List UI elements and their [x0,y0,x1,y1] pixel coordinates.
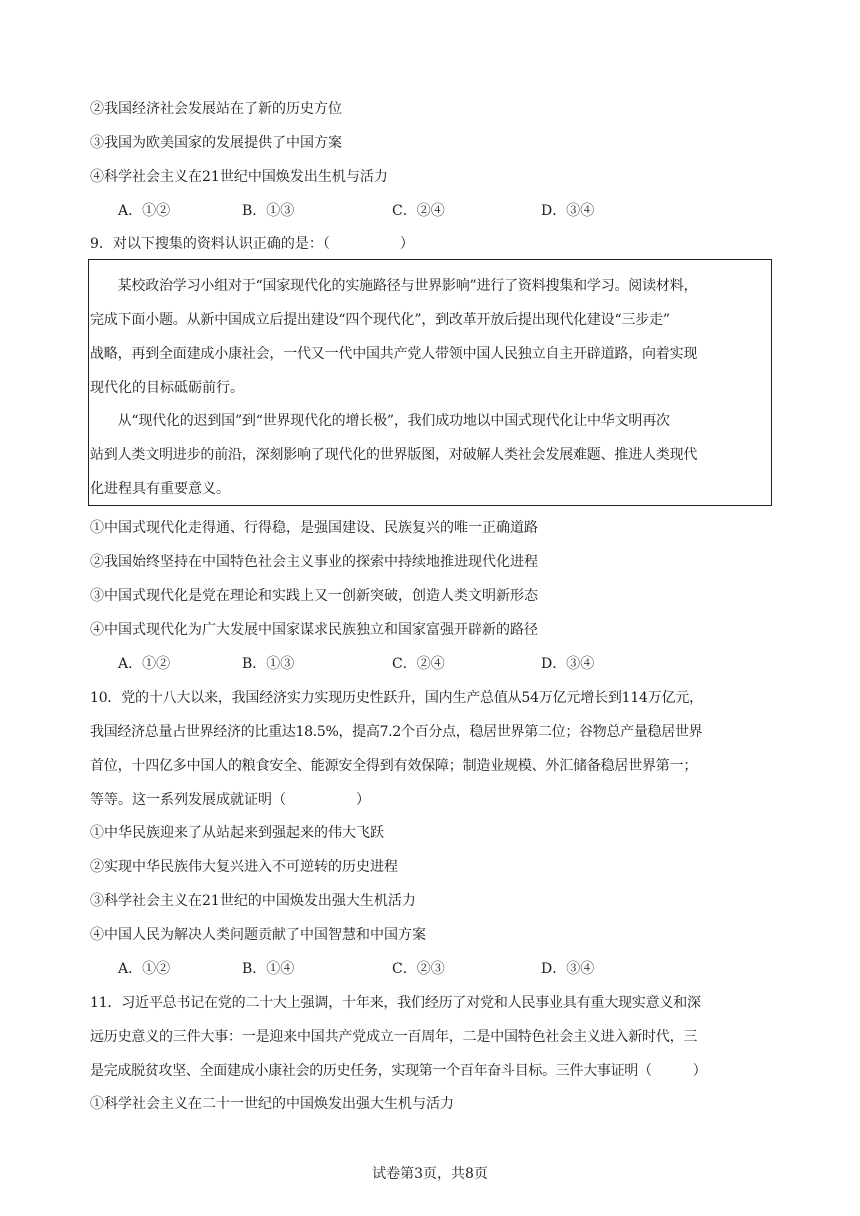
material-line: 站到人类文明进步的前沿，深刻影响了现代化的世界版图，对破解人类社会发展难题、推进人类现代 [90,447,698,463]
option-d: D．③④ [541,203,595,219]
q11-stem-line: 是完成脱贫攻坚、全面建成小康社会的历史任务，实现第一个百年奋斗目标。三件大事证明（ ） [90,1063,707,1079]
option-b: B．①④ [242,961,295,977]
page-footer: 试卷第3页，共8页 [372,1166,488,1182]
option-a: A．①② [118,656,171,672]
q10-item-1: ①中华民族迎来了从站起来到强起来的伟大飞跃 [90,825,384,841]
q10-item-2: ②实现中华民族伟大复兴进入不可逆转的历史进程 [90,859,398,875]
q9-item-3: ③中国式现代化是党在理论和实践上又一创新突破，创造人类文明新形态 [90,588,538,604]
option-d: D．③④ [541,656,595,672]
q8-item-4: ④科学社会主义在21世纪中国焕发出生机与活力 [90,169,388,185]
q10-stem-line: 10．党的十八大以来，我国经济实力实现历史性跃升，国内生产总值从54万亿元增长到114万亿元， [90,690,703,706]
q9-item-1: ①中国式现代化走得通、行得稳，是强国建设、民族复兴的唯一正确道路 [90,520,538,536]
q10-stem-line: 等等。这一系列发展成就证明（ ） [90,792,370,808]
material-line: 从“现代化的迟到国”到“世界现代化的增长极”，我们成功地以中国式现代化让中华文明再次 [90,413,670,429]
option-c: C．②④ [392,656,445,672]
q8-item-2: ②我国经济社会发展站在了新的历史方位 [90,101,342,117]
material-line: 战略，再到全面建成小康社会，一代又一代中国共产党人带领中国人民独立自主开辟道路，向着实现 [90,346,698,362]
q11-stem-line: 远历史意义的三件大事：一是迎来中国共产党成立一百周年，二是中国特色社会主义进入新时代，三 [90,1029,698,1045]
option-c: C．②③ [392,961,445,977]
q9-item-2: ②我国始终坚持在中国特色社会主义事业的探索中持续地推进现代化进程 [90,554,538,570]
q9-item-4: ④中国式现代化为广大发展中国家谋求民族独立和国家富强开辟新的路径 [90,622,538,638]
material-line: 现代化的目标砥砺前行。 [90,380,244,396]
q11-stem-line: 11．习近平总书记在党的二十大上强调，十年来，我们经历了对党和人民事业具有重大现实意义和深 [90,995,701,1011]
option-a: A．①② [118,203,171,219]
q11-item-1: ①科学社会主义在二十一世纪的中国焕发出强大生机与活力 [90,1096,454,1112]
option-b: B．①③ [242,203,295,219]
q10-stem-line: 首位，十四亿多中国人的粮食安全、能源安全得到有效保障；制造业规模、外汇储备稳居世界第一； [90,758,698,774]
q10-item-4: ④中国人民为解决人类问题贡献了中国智慧和中国方案 [90,927,426,943]
option-c: C．②④ [392,203,445,219]
q10-item-3: ③科学社会主义在21世纪的中国焕发出强大生机活力 [90,893,416,909]
q10-stem-line: 我国经济总量占世界经济的比重达18.5%，提高7.2个百分点，稳居世界第二位；谷物总产量稳居世界 [90,724,703,740]
option-b: B．①③ [242,656,295,672]
material-line: 完成下面小题。从新中国成立后提出建设“四个现代化”，到改革开放后提出现代化建设“三步走” [90,312,670,328]
q9-stem: 9．对以下搜集的资料认识正确的是：（ ） [90,236,414,252]
material-line: 化进程具有重要意义。 [90,481,230,497]
option-a: A．①② [118,961,171,977]
material-line: 某校政治学习小组对于“国家现代化的实施路径与世界影响”进行了资料搜集和学习。阅读材料， [90,278,698,294]
option-d: D．③④ [541,961,595,977]
q8-item-3: ③我国为欧美国家的发展提供了中国方案 [90,135,342,151]
